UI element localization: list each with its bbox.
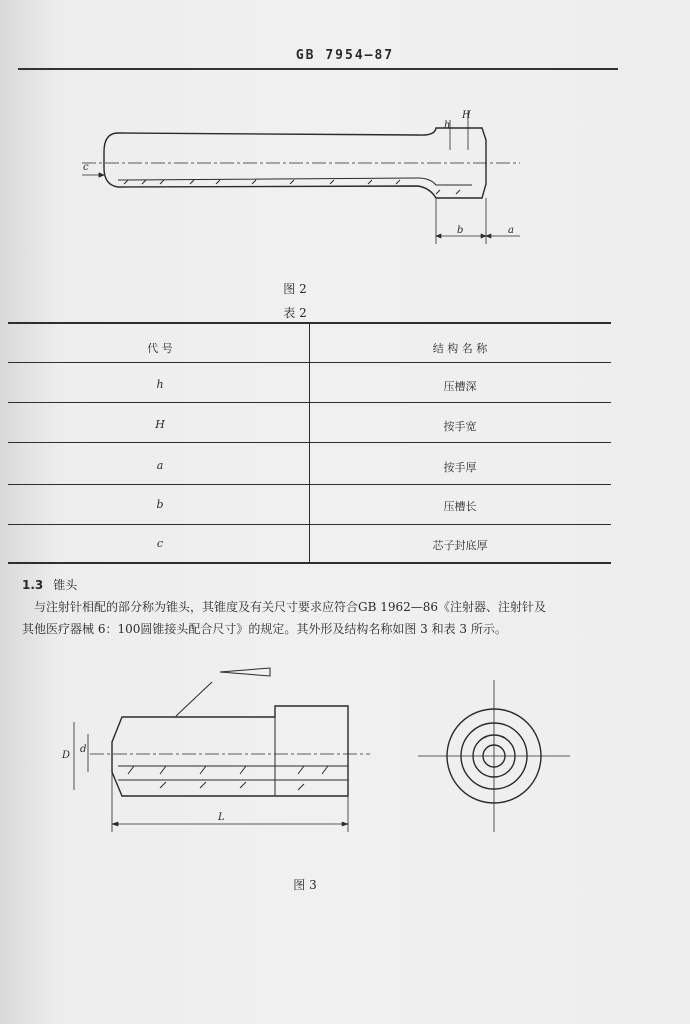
label-D: D bbox=[62, 750, 71, 761]
table-cell-code: h bbox=[156, 378, 164, 391]
label-c: c bbox=[83, 162, 89, 173]
table-header-name: 结 构 名 称 bbox=[432, 342, 488, 355]
figure-2-drawing bbox=[0, 0, 690, 280]
table-cell-code: a bbox=[156, 459, 164, 472]
label-b: b bbox=[457, 225, 464, 236]
label-a: a bbox=[508, 225, 514, 236]
figure-2-caption: 图 2 bbox=[283, 282, 307, 296]
cone-hatch bbox=[128, 766, 328, 790]
table-header-code: 代 号 bbox=[147, 342, 173, 355]
table-cell-code: c bbox=[156, 537, 164, 550]
section-number: 1.3 bbox=[22, 578, 44, 592]
table-2-title: 表 2 bbox=[283, 306, 307, 320]
standard-header: GB 7954—87 bbox=[295, 48, 395, 63]
table-column-divider bbox=[309, 322, 310, 564]
label-L: L bbox=[218, 812, 225, 823]
section-paragraph bbox=[22, 596, 642, 640]
taper-marker bbox=[220, 668, 270, 676]
label-H: H bbox=[462, 110, 471, 121]
section-heading bbox=[22, 576, 77, 593]
table-cell-name: 按手厚 bbox=[443, 461, 477, 474]
table-cell-name: 按手宽 bbox=[443, 420, 477, 433]
plunger-inner-wall bbox=[118, 178, 472, 185]
table-cell-name: 压槽长 bbox=[443, 500, 477, 513]
c-dim-arrow bbox=[99, 173, 104, 177]
section-title: 锥头 bbox=[53, 578, 78, 592]
table-cell-name: 压槽深 bbox=[443, 380, 477, 393]
taper-leader bbox=[176, 682, 212, 716]
cone-outline bbox=[112, 706, 348, 796]
label-d: d bbox=[80, 744, 87, 755]
figure-3-caption: 图 3 bbox=[293, 878, 317, 892]
paragraph-line: 其他医疗器械 6：100圆锥接头配合尺寸》的规定。其外形及结构名称如图 3 和表 3 所示。 bbox=[22, 622, 507, 636]
paragraph-line: 与注射针相配的部分称为锥头，其锥度及有关尺寸要求应符合GB 1962—86《注射器、注射针及 bbox=[34, 600, 547, 614]
table-cell-code: H bbox=[155, 418, 165, 431]
label-h: h bbox=[444, 120, 451, 131]
table-cell-code: b bbox=[156, 498, 164, 511]
table-cell-name: 芯子封底厚 bbox=[432, 539, 488, 552]
figure-3-drawing bbox=[0, 660, 690, 920]
